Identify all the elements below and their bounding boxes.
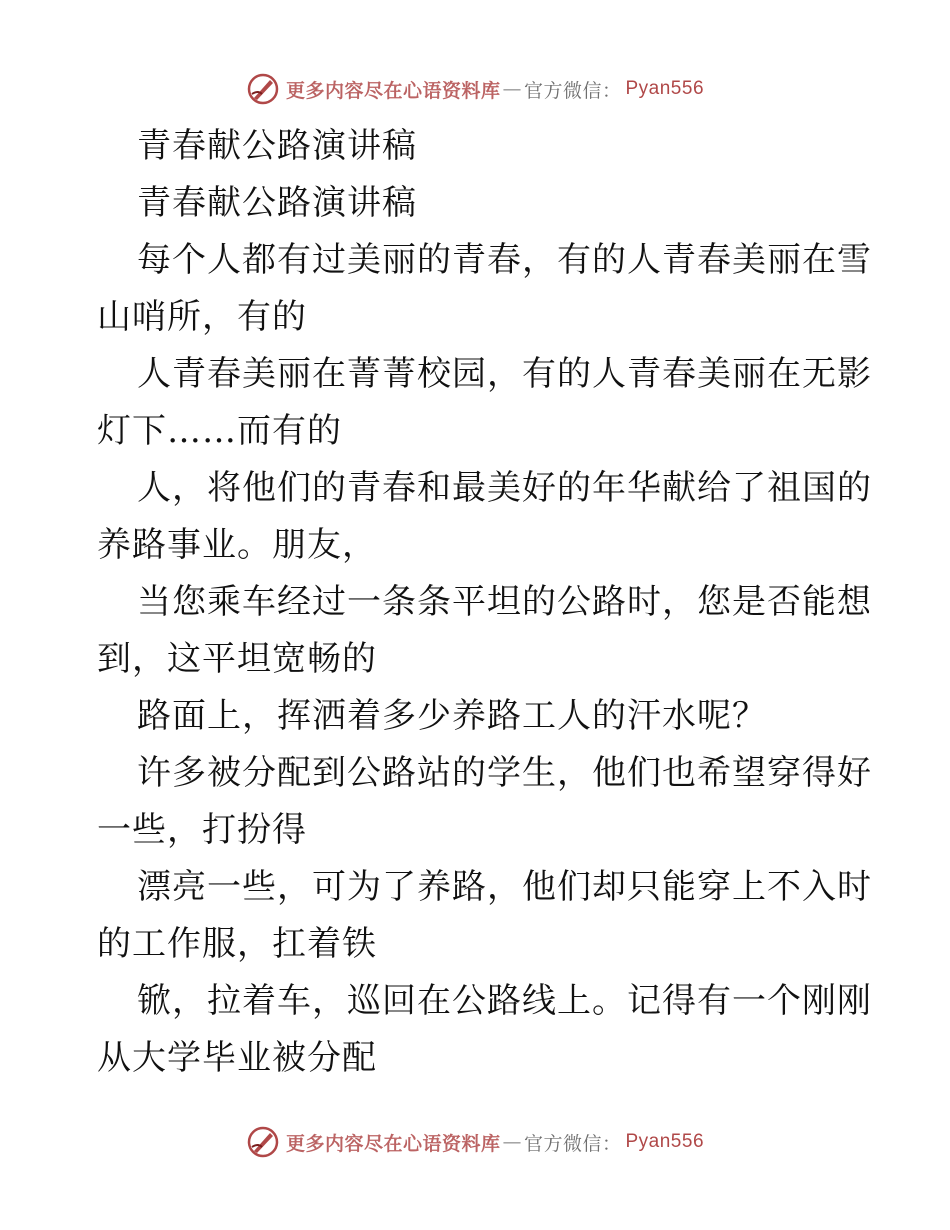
doc-line: 人，将他们的青春和最美好的年华献给了祖国的 bbox=[137, 468, 872, 508]
doc-line: 许多被分配到公路站的学生，他们也希望穿得好 bbox=[137, 753, 872, 793]
doc-line: 山哨所，有的 bbox=[97, 297, 307, 337]
watermark-dash: — bbox=[502, 1131, 522, 1153]
doc-line: 从大学毕业被分配 bbox=[97, 1038, 377, 1078]
footer-watermark bbox=[0, 1125, 950, 1159]
watermark-id: Pyan556 bbox=[625, 78, 705, 99]
watermark-dash: — bbox=[502, 78, 522, 100]
doc-line: 一些，打扮得 bbox=[97, 810, 307, 850]
doc-line: 锨，拉着车，巡回在公路线上。记得有一个刚刚 bbox=[137, 981, 872, 1021]
doc-line: 青春献公路演讲稿 bbox=[137, 126, 417, 166]
doc-line: 的工作服，扛着铁 bbox=[97, 924, 377, 964]
watermark-main-text: 更多内容尽在心语资料库 bbox=[285, 79, 501, 102]
doc-line: 青春献公路演讲稿 bbox=[137, 183, 417, 223]
watermark-main-text: 更多内容尽在心语资料库 bbox=[285, 1132, 501, 1155]
doc-line: 路面上，挥洒着多少养路工人的汗水呢？ bbox=[137, 696, 767, 736]
document-body bbox=[97, 118, 872, 1087]
watermark-label: 官方微信： bbox=[523, 1132, 622, 1155]
watermark-label: 官方微信： bbox=[523, 79, 622, 102]
doc-line: 养路事业。朋友， bbox=[97, 525, 377, 565]
doc-line: 漂亮一些，可为了养路，他们却只能穿上不入时 bbox=[137, 867, 872, 907]
quill-logo-icon bbox=[246, 72, 280, 106]
doc-line: 当您乘车经过一条条平坦的公路时，您是否能想 bbox=[137, 582, 872, 622]
doc-line: 灯下……而有的 bbox=[97, 411, 342, 451]
doc-line: 到，这平坦宽畅的 bbox=[97, 639, 377, 679]
doc-line: 每个人都有过美丽的青春，有的人青春美丽在雪 bbox=[137, 240, 872, 280]
doc-line: 人青春美丽在菁菁校园，有的人青春美丽在无影 bbox=[137, 354, 872, 394]
header-watermark bbox=[0, 72, 950, 106]
watermark-id: Pyan556 bbox=[625, 1131, 705, 1152]
quill-logo-icon bbox=[246, 1125, 280, 1159]
